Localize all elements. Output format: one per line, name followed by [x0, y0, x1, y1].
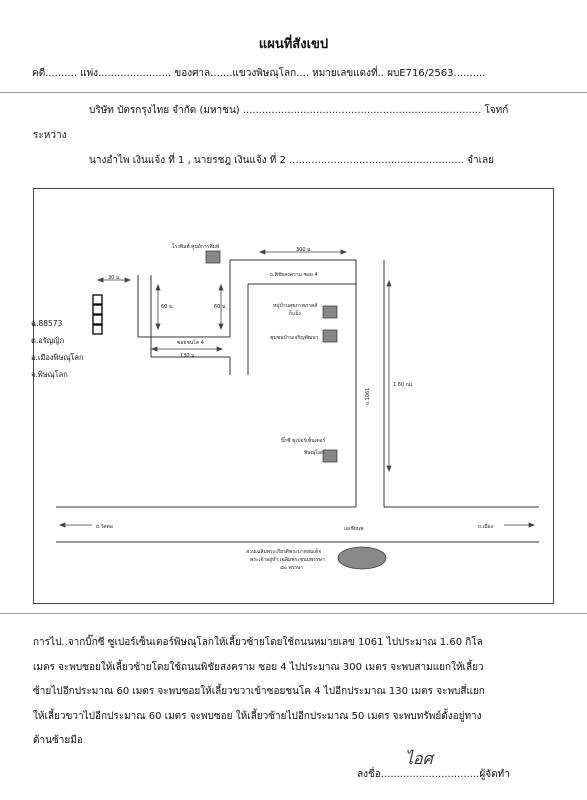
label-to-muang: ถ.เมือง	[478, 524, 494, 530]
building-shop1	[323, 306, 337, 318]
directions-line: การไป..จากบิ๊กซี ซูเปอร์เซ็นเตอร์พิษณุโลกให้เลี้ยวซ้ายโดยใช้ถนนหมายเลข 1061 ไปประมาณ 1.60 กิโล	[33, 637, 483, 648]
divider-bottom	[0, 613, 587, 614]
map-drawing	[34, 189, 555, 605]
directions-line: ซ้ายไปอีกประมาณ 60 เมตร จะพบซอยให้เลี้ยวขวาเข้าซอยชนโค 4 ไปอีกประมาณ 130 เมตร จะพบสี่แยก	[33, 686, 485, 697]
label-bigc-line2: พิษณุโลก	[304, 450, 325, 456]
label-shop2: ชุมชนบ้านเจริญพัฒนา	[270, 335, 319, 341]
page-title: แผนที่สังเขป	[258, 37, 329, 52]
sketch-map	[33, 188, 554, 604]
building-shop2	[323, 330, 337, 342]
address-line-1: ฉ.88573	[31, 319, 63, 328]
defendant-line: นางอำไพ เงินแจ้ง ที่ 1 , นายรชฎ เงินแจ้ง ที่ 2 ....................................................... จำเลย	[89, 155, 494, 166]
property-box-4	[93, 325, 102, 334]
label-main-road: เอเชียนพ	[344, 526, 364, 532]
address-line-2: ต.อรัญญิก	[31, 336, 65, 345]
label-road-1061: ถ.1061	[365, 387, 371, 405]
handwritten-signature: ไอศ	[405, 749, 433, 768]
directions-line: ให้เลี้ยวขวาไปอีกประมาณ 60 เมตร จะพบซอย ให้เลี้ยวซ้ายไปอีกประมาณ 50 เมตร จะพบทรัพย์ตั้งอยู่ทาง	[33, 710, 482, 722]
between-label: ระหว่าง	[33, 130, 67, 141]
distance-30m: 30 ม.	[108, 275, 121, 281]
label-top-building: โรงพิมพ์ ศูนย์การพิมพ์	[172, 244, 220, 250]
label-oval-line3: ๘๐ พรรษา	[280, 565, 304, 571]
park-oval	[338, 547, 386, 569]
building-top	[206, 251, 220, 263]
divider-top	[0, 92, 587, 93]
label-soi4: ถ.พิชัยสงคราม ซอย 4	[270, 272, 318, 278]
label-oval-line2: พระเจ้าอยู่หัว เฉลิมพระชนมพรรษา	[250, 557, 325, 563]
distance-1-60km: 1.60 กม.	[393, 382, 414, 388]
label-shop1-line1: หมู่บ้านสุขภาพภาคส์	[273, 303, 318, 309]
label-shop1-line2: ก็แอ็ง	[289, 311, 301, 317]
address-line-4: จ.พิษณุโลก	[31, 370, 68, 379]
building-bigc	[323, 450, 337, 462]
case-info-line: คดี.......... แพ่ง....................... ของศาล.......แขวงพิษณุโลก.... หมายเลขแดงที่.. ผบE716/2563..........	[32, 68, 486, 79]
label-soi-chonkod: ซอยชนโค 4	[177, 340, 204, 346]
plaintiff-line: บริษัท บัตรกรุงไทย จำกัด (มหาชน) ........................................................................... โจทก์	[89, 105, 509, 116]
label-oval-line1: สวนเฉลิมพระเกียรติพระบาทสมเด็จ	[246, 549, 322, 555]
address-line-3: อ.เมืองพิษณุโลก	[31, 353, 84, 362]
label-to-wattop: ถ.วัดตอ	[96, 524, 113, 530]
property-box-1	[93, 295, 102, 304]
property-box-2	[93, 305, 102, 314]
distance-60m-left: 60 ม.	[161, 304, 174, 310]
property-box-3	[93, 315, 102, 324]
label-bigc-line1: บิ๊กซี ซูเปอร์เซ็นเตอร์	[281, 438, 326, 444]
directions-line: ด้านซ้ายมือ	[33, 735, 83, 746]
directions-line: เมตร จะพบซอยให้เลี้ยวซ้ายโดยใช้ถนนพิชัยสงคราม ซอย 4 ไปประมาณ 300 เมตร จะพบสามแยกให้เลี้ยว	[33, 661, 484, 673]
signature-line: ลงชื่อ...............................ผู้จัดทำ	[357, 769, 510, 780]
distance-130m: 130 ม.	[180, 353, 197, 359]
distance-60m-right: 60 ม.	[214, 304, 227, 310]
distance-300m: 300 ม.	[296, 247, 313, 253]
directions-paragraph	[33, 631, 553, 754]
